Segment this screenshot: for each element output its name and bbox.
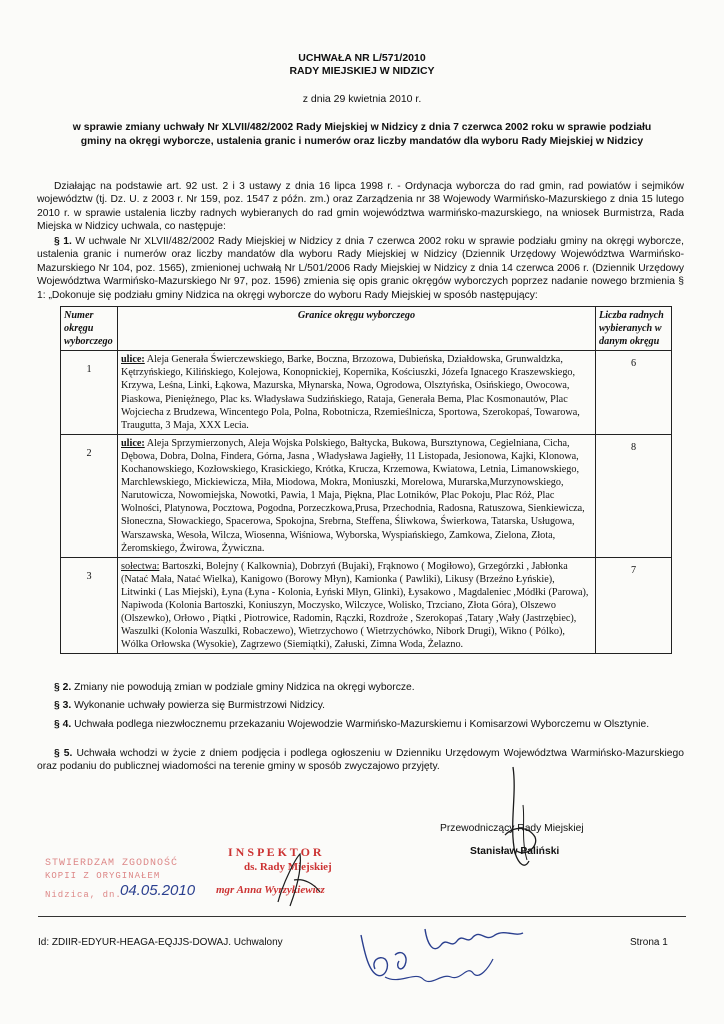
district-boundaries [118, 557, 596, 654]
boundary-type: ulice: [121, 354, 145, 366]
boundary-type: sołectwa: [121, 560, 160, 572]
council-name: RADY MIEJSKIEJ W NIDZICY [289, 65, 435, 77]
section-5 [37, 747, 684, 774]
copy-stamp-line-3: Nidzica, dn. [45, 890, 122, 900]
inspector-stamp-role: ds. Rady Miejskiej [244, 861, 332, 873]
section-5-text: Uchwała wchodzi w życie z dniem podjęcia i podlega ogłoszeniu w Dzienniku Urzędowym Województwa Warmińsko-Mazurskiego oraz podaniu do publicznej wiadomości na terenie gminy w sposób zwyczajowo przyjęty. [37, 748, 684, 773]
header-councillor-count: Liczba radnych wybieranych w danym okręgu [596, 307, 672, 351]
councillor-count: 7 [596, 557, 672, 654]
district-number: 2 [61, 434, 118, 557]
boundary-list: Bartoszki, Bolejny ( Kalkownia), Dobrzyń (Bujaki), Frąknowo ( Mogiłowo), Grzegórzki , Jabłonka (Natać Mała, Natać Wielka), Kanigowo (Borowy Młyn), Kamionka ( Pawliki), Likusy (Brzeźno Łyńskie), Litwinki ( Las Miejski), Łyna (Łyna - Kolonia, Łyński Młyn, Glinki), Łysakowo , Magdaleniec ,Módłki (Parowa), Napiwoda (Kolonia Bartoszki, Koniuszyn, Moczysko, Wilczyce, Wolisko, Trzciano, Złota Góra), Olszewo (Olszewko), Orłowo , Piątki , Piotrowice, Radomin, Rączki, Rozdroże , Szerokopaś ,Tatary ,Wały (Jastrzębiec), Waszulki (Kolonia Waszulki, Robaczewo), Wietrzychowo ( Wietrzychówko, Nibork Drugi), Wikno ( Pólko), Wólka Orłowska (Wysokie), Zagrzewo (Siemiątki), Załuski, Zimna Woda, Żelazno. [121, 560, 589, 651]
header-district-boundaries: Granice okręgu wyborczego [118, 307, 596, 351]
section-3-label: § 3. [54, 700, 72, 711]
chairman-signature-image [495, 765, 555, 875]
table-row [61, 351, 672, 435]
councillor-count: 8 [596, 434, 672, 557]
section-4-text: Uchwała podlega niezwłocznemu przekazaniu Wojewodzie Warmińsko-Mazurskiemu i Komisarzowi Wyborczemu w Olsztynie. [74, 719, 650, 730]
section-5-label: § 5. [54, 748, 73, 759]
preamble: Działając na podstawie art. 92 ust. 2 i 3 ustawy z dnia 16 lipca 1998 r. - Ordynacja wyborcza do rad gmin, rad powiatów i sejmików województw (tj. Dz. U. z 2003 r. Nr 159, poz. 1547 z późn. zm.) oraz Zarządzenia nr 38 Wojewody Warmińsko-Mazurskiego z dnia 15 lutego 2010 r. w sprawie ustalenia liczby radnych wybieranych do rad gmin województwa warmińsko-mazurskiego, na wniosek Burmistrza, Rada Miejska w Nidzicy uchwala, co następuje: [37, 181, 684, 233]
copy-stamp-line-1: STWIERDZAM ZGODNOŚĆ [45, 858, 179, 869]
signatory-name: Stanisław Paliński [470, 846, 560, 857]
section-3 [37, 699, 684, 712]
section-1 [37, 235, 684, 302]
signatory-role: Przewodniczący Rady Miejskiej [440, 823, 584, 834]
inspector-stamp-name: mgr Anna Wyrzykiewicz [216, 884, 325, 896]
section-2 [37, 681, 684, 694]
section-2-text: Zmiany nie powodują zmian w podziale gminy Nidzica na okręgi wyborcze. [74, 682, 415, 693]
section-4 [37, 718, 684, 731]
councillor-count: 6 [596, 351, 672, 435]
section-2-label: § 2. [54, 682, 72, 693]
resolution-subject [40, 121, 684, 149]
section-1-text: W uchwale Nr XLVII/482/2002 Rady Miejskiej w Nidzicy z dnia 7 czerwca 2002 roku w sprawie podziału gminy na okręgi wyborcze, ustalenia granic i numerów oraz liczby mandatów dla wyboru Rady Miejskiej w Nidzicy (Dziennik Urzędowy Województwa Warmińsko-Mazurskiego Nr 104, poz. 1565), zmienionej uchwałą Nr L/501/2006 Rady Miejskiej w Nidzicy z dnia 14 czerwca 2006 r. (Dziennik Urzędowy Województwa Warmińsko-Mazurskiego Nr 97, poz. 1596) zmienia się opis granic okręgów wyborczych poprzez nadanie nowego brzmienia § 1: „Dokonuje się podziału gminy Nidzica na okręgi wyborcze do wyboru Rady Miejskiej w sposób następujący: [37, 236, 684, 301]
boundary-list: Aleja Sprzymierzonych, Aleja Wojska Polskiego, Bałtycka, Bukowa, Bursztynowa, Cegielniana, Cicha, Dębowa, Dobra, Dolna, Findera, Górna, Jasna , Władysława Jagiełły, 11 Listopada, Jesionowa, Kajki, Klonowa, Kochanowskiego, Kozłowskiego, Krasickiego, Krótka, Krucza, Krzemowa, Kwiatowa, Letnia, Limanowskiego, Marchlewskiego, Mickiewicza, Miła, Miodowa, Mokra, Moniuszki, Morelowa, Murarska,Murzynowskiego, Narutowicza, Nowomiejska, Nowotki, Pawia, 1 Maja, Piękna, Plac Lotników, Plac Pokoju, Plac Róż, Plac Wolności, Platynowa, Pocztowa, Pogodna, Porzeczkowa,Prusa, Przechodnia, Radosna, Ratuszowa, Sienkiewicza, Słoneczna, Słowackiego, Spacerowa, Spokojna, Srebrna, Steffena, Śliwkowa, Świerkowa, Tatarska, Usługowa, Warszawska, Wesoła, Wilcza, Wiosenna, Wiśniowa, Wyborska, Wyspiańskiego, Zamkowa, Zielona, Złota, Żeromskiego, Żwirowa, Żywiczna. [121, 437, 585, 554]
document-id: Id: ZDIIR-EDYUR-HEAGA-EQJJS-DOWAJ. Uchwalony [38, 937, 283, 948]
section-4-label: § 4. [54, 719, 72, 730]
inspector-signature-image [270, 850, 330, 910]
subject-line-1: w sprawie zmiany uchwały Nr XLVII/482/2002 Rady Miejskiej w Nidzicy z dnia 7 czerwca 2002 roku w sprawie podziału [72, 122, 652, 133]
table-row [61, 434, 672, 557]
boundary-type: ulice: [121, 437, 145, 449]
district-number: 1 [61, 351, 118, 435]
boundary-list: Aleja Generała Świerczewskiego, Barke, Boczna, Brzozowa, Dubieńska, Działdowska, Grunwaldzka, Kętrzyńskiego, Kilińskiego, Kolejowa, Konopnickiej, Kopernika, Kościuszki, Józefa Ignacego Kraszewskiego, Krzywa, Leśna, Linki, Łąkowa, Mazurska, Młynarska, Nowa, Ogrodowa, Olsztyńska, Osińskiego, Owocowa, Piaskowa, Pieniężnego, Plac ks. Władysława Sudzińskiego, Rataja, Generała Bema, Plac Kosmonautów, Plac Wojciecha z Brudzewa, Wincentego Pola, Polna, Robotnicza, Rzemieślnicza, Sportowa, Szerokopaś, Towarowa, Traugutta, 3 Maja, XXX Lecia. [121, 354, 580, 431]
inspector-stamp-title: I N S P E K T O R [228, 845, 322, 859]
district-boundaries [118, 434, 596, 557]
handwritten-note-image [355, 915, 530, 990]
copy-stamp-date: 04.05.2010 [120, 882, 196, 899]
table-row [61, 557, 672, 654]
section-3-text: Wykonanie uchwały powierza się Burmistrzowi Nidzicy. [74, 700, 325, 711]
table-header-row [61, 307, 672, 351]
copy-stamp-line-2: KOPII Z ORYGINAŁEM [45, 871, 161, 881]
section-1-label: § 1. [54, 236, 72, 247]
district-number: 3 [61, 557, 118, 654]
resolution-number: UCHWAŁA NR L/571/2010 [298, 52, 426, 64]
districts-table [60, 306, 672, 654]
district-boundaries [118, 351, 596, 435]
header-district-number: Numer okręgu wyborczego [61, 307, 118, 351]
page-number: Strona 1 [630, 937, 668, 948]
resolution-date: z dnia 29 kwietnia 2010 r. [302, 93, 422, 105]
subject-line-2: gminy na okręgi wyborcze, ustalenia granic i numerów oraz liczby mandatów dla wyboru Rady Miejskiej w Nidzicy [80, 136, 644, 147]
